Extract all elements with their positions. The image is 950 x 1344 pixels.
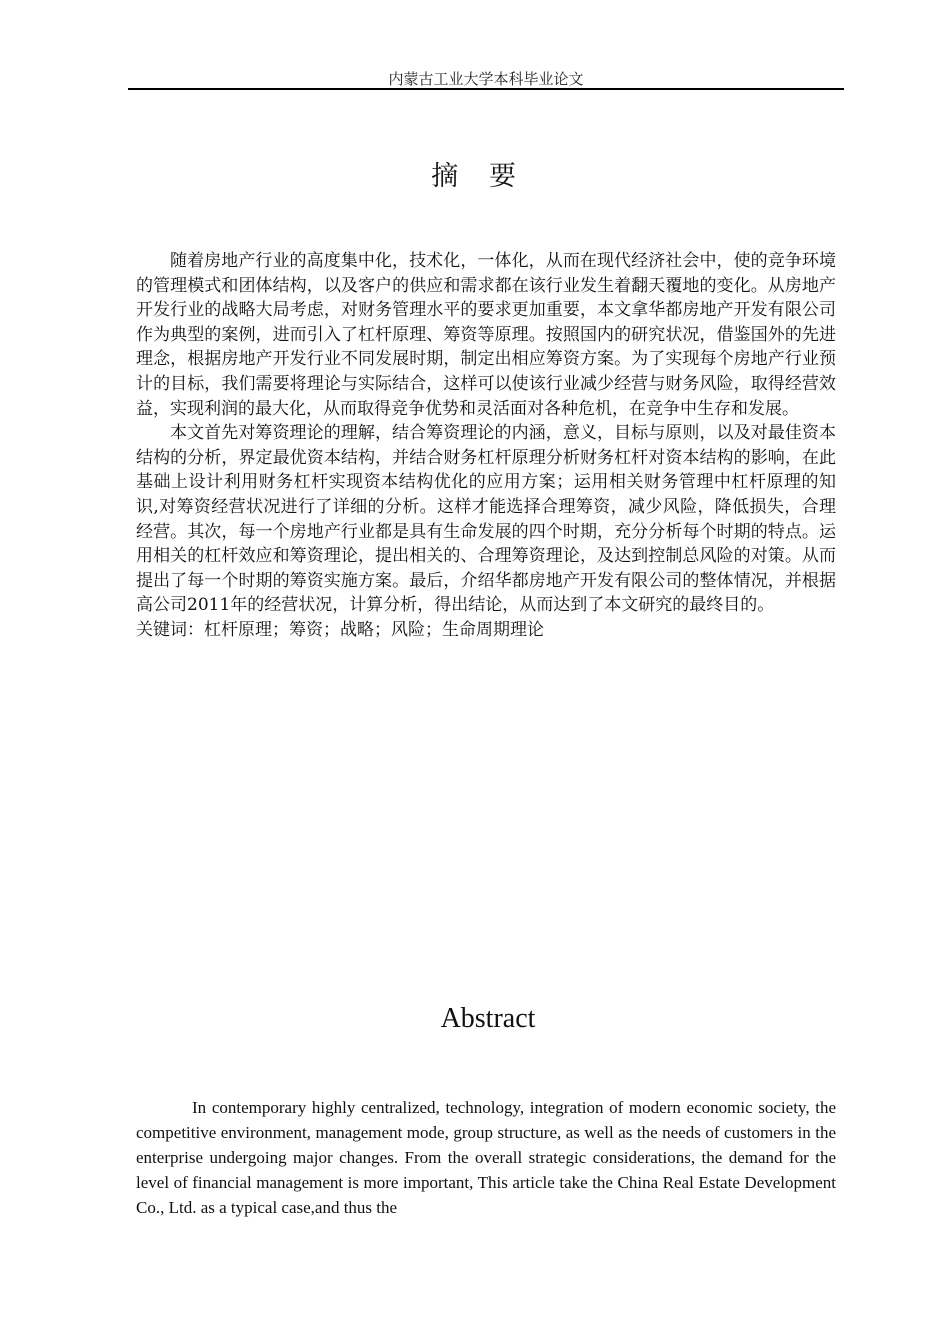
header-rule [128, 88, 844, 90]
chinese-abstract-title [0, 154, 950, 193]
english-abstract-body [136, 1095, 836, 1220]
chinese-keywords: 关键词：杠杆原理；筹资；战略；风险；生命周期理论 [136, 619, 544, 640]
english-paragraph-1: In contemporary highly centralized, technology, integration of modern economic society, the competitive environment, management mode, group structure, as well as the needs of customers in the enterprise undergoing major changes. From the overall strategic considerations, the demand for the level of financial management is more important, This article take the China Real Estate Development Co., Ltd. as a typical case,and thus the [136, 1098, 836, 1217]
chinese-paragraph-2: 本文首先对筹资理论的理解，结合筹资理论的内涵，意义，目标与原则，以及对最佳资本结构的分析，界定最优资本结构，并结合财务杠杆原理分析财务杠杆对资本结构的影响，在此基础上设计利用财务杠杆实现资本结构优化的应用方案；运用相关财务管理中杠杆原理的知识,对筹资经营状况进行了详细的分析。这样才能选择合理筹资，减少风险，降低损失，合理经营。其次，每一个房地产行业都是具有生命发展的四个时期，充分分析每个时期的特点。运用相关的杠杆效应和筹资理论，提出相关的、合理筹资理论，及达到控制总风险的对策。从而提出了每一个时期的筹资实施方案。最后，介绍华都房地产开发有限公司的整体情况，并根据高公司2011年的经营状况，计算分析，得出结论，从而达到了本文研究的最终目的。 [136, 423, 836, 616]
chinese-paragraph-1: 随着房地产行业的高度集中化，技术化，一体化，从而在现代经济社会中，使的竞争环境的管理模式和团体结构，以及客户的供应和需求都在该行业发生着翻天覆地的变化。从房地产开发行业的战略大局考虑，对财务管理水平的要求更加重要，本文拿华都房地产开发有限公司作为典型的案例，进而引入了杠杆原理、筹资等原理。按照国内的研究状况，借鉴国外的先进理念，根据房地产开发行业不同发展时期，制定出相应筹资方案。为了实现每个房地产行业预计的目标，我们需要将理论与实际结合，这样可以使该行业减少经营与财务风险，取得经营效益，实现利润的最大化，从而取得竞争优势和灵活面对各种危机，在竞争中生存和发展。 [136, 251, 836, 419]
chinese-title-char-1: 摘 [431, 161, 461, 192]
english-abstract-title: Abstract [440, 1003, 536, 1034]
running-header: 内蒙古工业大学本科毕业论文 [388, 70, 584, 88]
chinese-title-char-2: 要 [489, 161, 519, 192]
chinese-abstract-body [136, 249, 836, 643]
